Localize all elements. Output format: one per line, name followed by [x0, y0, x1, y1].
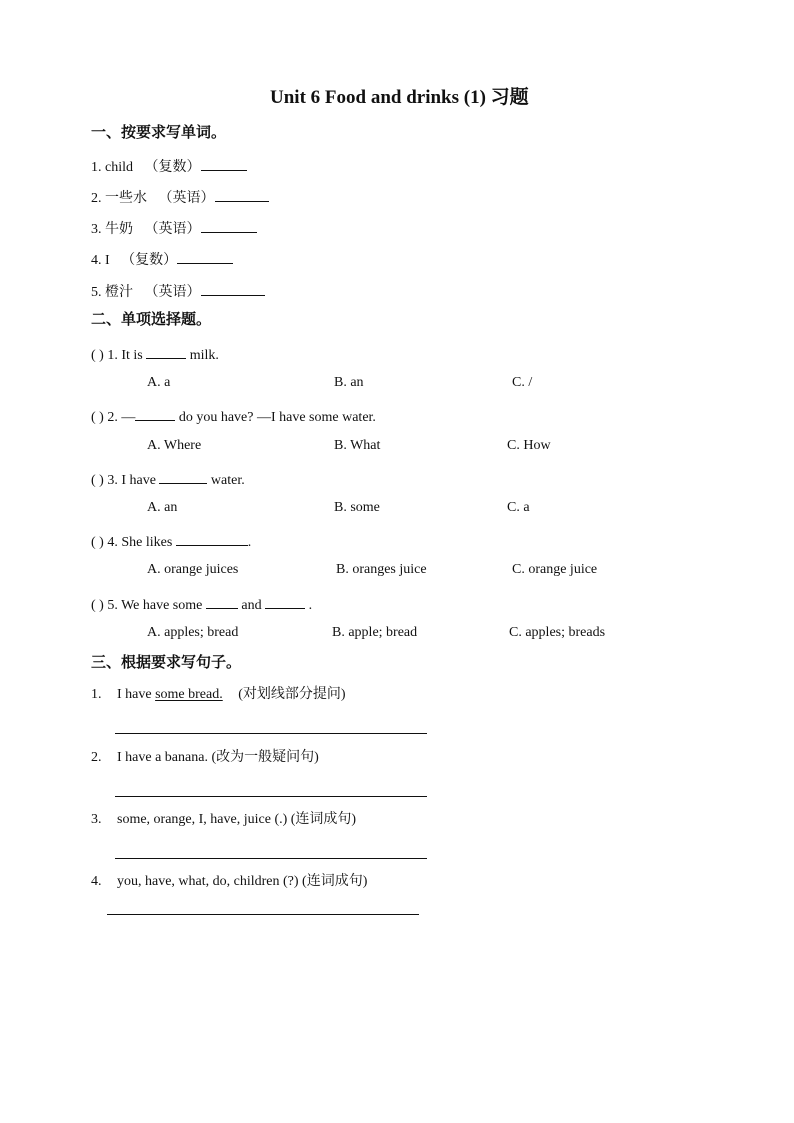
item-number: 1. child	[91, 160, 133, 175]
page-title: Unit 6 Food and drinks (1) 习题	[270, 87, 529, 108]
item-hint: （英语）	[144, 222, 201, 237]
section3-item-3: 3. some, orange, I, have, juice (.) (连词成句)	[91, 812, 357, 827]
answer-line-4[interactable]	[107, 914, 419, 915]
question-5-option-a[interactable]: A. apples; bread	[147, 625, 239, 640]
item-hint: （复数）	[121, 253, 178, 268]
answer-blank[interactable]	[206, 595, 238, 609]
answer-blank[interactable]	[265, 595, 305, 609]
question-3-option-b[interactable]: B. some	[334, 500, 380, 515]
answer-blank[interactable]	[135, 407, 175, 421]
question-4-option-b[interactable]: B. oranges juice	[336, 562, 427, 577]
question-5-option-b[interactable]: B. apple; bread	[332, 625, 418, 640]
answer-blank[interactable]	[159, 470, 207, 484]
answer-paren[interactable]: ( )	[91, 473, 104, 488]
question-3-option-c[interactable]: C. a	[507, 500, 530, 515]
item-number: 4.	[91, 874, 102, 889]
section1-item-1	[91, 157, 247, 175]
item-hint: （英语）	[158, 191, 215, 206]
question-4-option-a[interactable]: A. orange juices	[147, 562, 239, 577]
question-2-option-a[interactable]: A. Where	[147, 438, 202, 453]
question-4-option-c[interactable]: C. orange juice	[512, 562, 598, 577]
underlined-phrase: some bread.	[155, 687, 223, 702]
item-hint: （英语）	[144, 285, 201, 300]
question-2-option-b[interactable]: B. What	[334, 438, 381, 453]
item-number: 2.	[91, 750, 102, 765]
question-3-option-a[interactable]: A. an	[147, 500, 178, 515]
question-5-stem: ( ) 5. We have some and .	[91, 595, 312, 613]
section1-heading: 一、按要求写单词。	[91, 125, 227, 141]
question-1-option-b[interactable]: B. an	[334, 375, 364, 390]
answer-blank[interactable]	[201, 282, 265, 296]
item-number: 3. 牛奶	[91, 222, 133, 237]
answer-line-1[interactable]	[115, 733, 427, 734]
answer-paren[interactable]: ( )	[91, 410, 104, 425]
question-2-option-c[interactable]: C. How	[507, 438, 551, 453]
section3-heading: 三、根据要求写句子。	[91, 655, 242, 671]
section3-item-1: 1. I have some bread. (对划线部分提问)	[91, 687, 346, 702]
item-hint: （复数）	[144, 160, 201, 175]
answer-blank[interactable]	[201, 157, 247, 171]
item-number: 3.	[91, 812, 102, 827]
section1-item-4	[91, 250, 233, 268]
section3-item-2: 2. I have a banana. (改为一般疑问句)	[91, 750, 319, 765]
section3-item-4: 4. you, have, what, do, children (?) (连词成句)	[91, 874, 368, 889]
answer-paren[interactable]: ( )	[91, 348, 104, 363]
section1-item-2	[91, 188, 269, 206]
answer-blank[interactable]	[146, 345, 186, 359]
question-1-option-c[interactable]: C. /	[512, 375, 533, 390]
question-4-stem: ( ) 4. She likes .	[91, 532, 251, 550]
question-2-stem: ( ) 2. — do you have? —I have some water.	[91, 407, 376, 425]
section1-item-3	[91, 219, 257, 237]
answer-blank[interactable]	[177, 250, 233, 264]
question-1-stem: ( ) 1. It is milk.	[91, 345, 219, 363]
question-5-option-c[interactable]: C. apples; breads	[509, 625, 606, 640]
answer-line-2[interactable]	[115, 796, 427, 797]
item-number: 1.	[91, 687, 102, 702]
item-number: 2. 一些水	[91, 191, 147, 206]
answer-blank[interactable]	[201, 219, 257, 233]
answer-paren[interactable]: ( )	[91, 535, 104, 550]
item-number: 5. 橙汁	[91, 285, 133, 300]
section2-heading: 二、单项选择题。	[91, 312, 212, 328]
item-number: 4. I	[91, 253, 110, 268]
question-3-stem: ( ) 3. I have water.	[91, 470, 245, 488]
answer-line-3[interactable]	[115, 858, 427, 859]
answer-blank[interactable]	[176, 532, 248, 546]
answer-blank[interactable]	[215, 188, 269, 202]
answer-paren[interactable]: ( )	[91, 598, 104, 613]
section1-item-5	[91, 282, 265, 300]
question-1-option-a[interactable]: A. a	[147, 375, 171, 390]
